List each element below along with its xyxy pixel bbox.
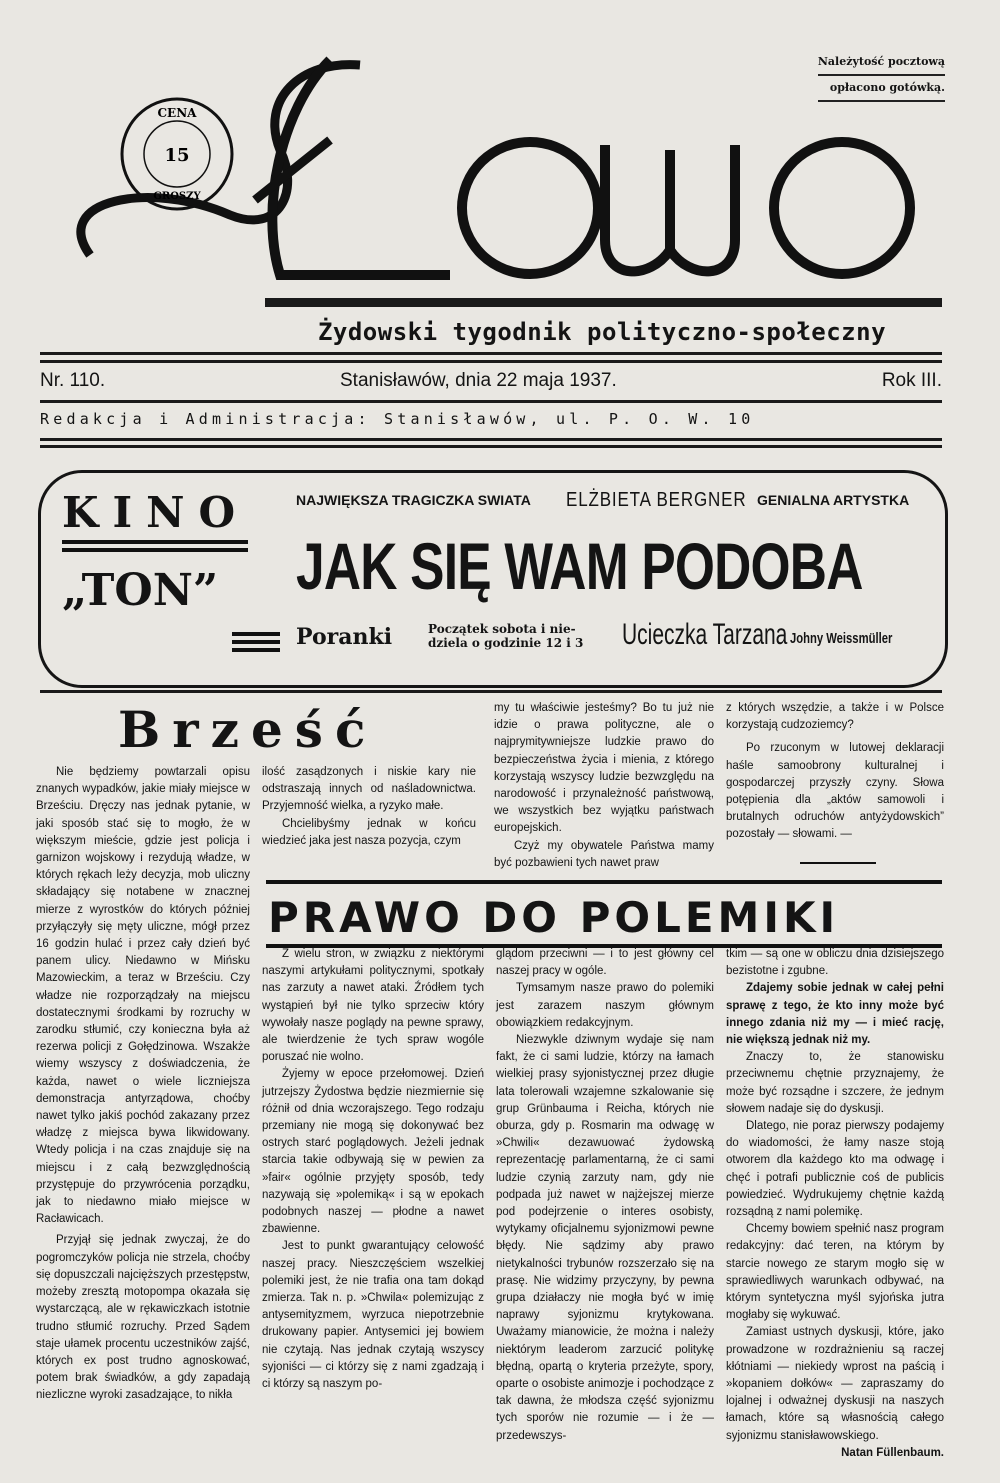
article2-col2	[496, 946, 714, 1445]
article2-col2-p3: Niezwykle dziwnym wydaje się nam fakt, że ci sami ludzie, którzy na łamach wielkiej prasy syjonistycznej przez długie lata tolerowali wzajemne szkalowanie się grup Grünbauma i Reicha, których nie oburza, gdy p. Rosmarin ma odwagę w »Chwili« dezawuować żydowską reprezentację parlamentarną, że ci sami ludzie czynią zarzuty nam, gdy nie podpada już nawet w najżejszej mierze pod podejrzenie o interes osobisty, wytykamy oficjalnemu syjonizmowi pewne błędy. Nie sądzimy aby prawo nietykalności trybunów rozszerzało się na prasę. Nie widzimy przyczyny, by pewna grupa działaczy nie mogła być w imię naprawy syjonizmu krytykowana. Uważamy mianowicie, że można i należy niektórym leaderom zarzucić politykę błędną, opartą o kryteria przeżyte, spory, oparte o osobiste animozje i pochodzące z tak dawna, że młodsza część syjonizmu tych sporów nie rozumie — i że — przedewszys-	[496, 1034, 714, 1442]
ad-cinema-name: „TON”	[62, 565, 219, 616]
ad-matinees: Poranki	[296, 624, 393, 650]
article2-col3-p1: tkim — są one w obliczu dnia dzisiejszego bezistotne i zgubne.	[726, 948, 944, 978]
ad-kino: KINO	[62, 488, 250, 537]
ad-tagline-right: GENIALNA ARTYSTKA	[757, 492, 910, 508]
article2-col3	[726, 946, 944, 1462]
editorial-address: Redakcja i Administracja: Stanisławów, ul. P. O. W. 10	[40, 410, 755, 428]
article2-col3-p2: Zdajemy sobie jednak w całej pełni sprawę z tego, że kto inny może być innego zdania niż my — i mieć rację, nie większą jednak niż my.	[726, 982, 944, 1047]
ad-second-film: Ucieczka Tarzana	[622, 618, 788, 651]
article1-col3-p1: my tu właściwie jesteśmy? Bo tu już nie idzie o prawa polityczne, ale o najprymitywniejsze ludzkie prawo do bezpieczeństwa życia i mienia, z którego korzystają wszyscy ludzie bezwzględu na narodowość i przynależność państwową, we wszystkich bez wyjątku państwach europejskich.	[494, 702, 714, 835]
issue-number: Nr. 110.	[40, 370, 106, 391]
rule	[232, 632, 280, 636]
ad-matinee-info	[428, 622, 583, 650]
ad-actress: ELŻBIETA BERGNER	[566, 489, 747, 511]
rule	[800, 862, 876, 864]
article1-col4-p1: z których wszędzie, a także i w Polsce korzystają cudzoziemcy?	[726, 702, 944, 732]
ad-film-title: JAK SIĘ WAM PODOBA	[296, 529, 863, 603]
rule	[232, 640, 280, 644]
rule	[62, 548, 248, 552]
issue-date: Stanisławów, dnia 22 maja 1937.	[340, 370, 617, 391]
rule	[40, 690, 942, 693]
rule	[40, 360, 942, 363]
article2-col3-p5: Chcemy bowiem spełnić nasz program redakcyjny: dać teren, na którym by starcie nowego ze starym mogło się w sprawiedliwych warunkach odbywać, na którym syntetyczna myśl syjońska jutra mogłaby się wykuwać.	[726, 1223, 944, 1322]
article2-signature: Natan Füllenbaum.	[841, 1446, 944, 1459]
article2-col1-p2: Żyjemy w epoce przełomowej. Dzień jutrzejszy Żydostwa będzie niezmiernie się różnił od dnia wczorajszego. Tego rodzaju przemiany nie mogą się dokonywać bez ostrych starć poglądowych. Jeżeli jednak starcia takie odbywają się w pewien za »fair« ogólnie przyjęty sposób, tedy nazywają się »polemiką« i są w epokach podobnych naszej — płodne a nawet zbawienne.	[262, 1068, 484, 1236]
article2-col1	[262, 946, 484, 1393]
article2-col2-p1: glądom przeciwni — i to jest główny cel naszej pracy w ogóle.	[496, 948, 714, 978]
article1-col1	[36, 764, 250, 1405]
article1-col3	[494, 700, 714, 872]
article1-title: Brześć	[118, 700, 378, 759]
rule	[40, 445, 942, 448]
ad-matinee-info-1: Początek sobota i nie-	[428, 622, 576, 636]
article2-title: PRAWO DO POLEMIKI	[268, 893, 840, 942]
article1-col2-p1: ilość zasądzonych i niskie kary nie odstraszają innych od naśladownictwa. Przyjemność wielka, a ryzyko małe.	[262, 766, 476, 813]
price-stamp	[118, 95, 236, 213]
issue-line	[40, 370, 942, 400]
issue-year: Rok III.	[881, 370, 942, 391]
postal-note-line1: Należytość pocztową	[818, 50, 945, 76]
ad-tagline-left: NAJWIĘKSZA TRAGICZKA SWIATA	[296, 492, 531, 508]
article1-col2	[262, 764, 476, 850]
masthead-subtitle: Żydowski tygodnik polityczno-społeczny	[317, 318, 887, 346]
rule	[266, 880, 942, 884]
rule	[40, 438, 942, 441]
article1-col4	[726, 700, 944, 844]
article1-col1-p2: Przyjął się jednak zwyczaj, że do pogromczyków policja nie strzela, choćby się dopuszczali najcięższych przestępstw, możeby zresztą motopompa okazała się wystarczącą, ale w rękawiczkach istotnie trudno stłumić rozruchy. Przed Sądem staje ułamek procentu uczestników zajść, których ex post trudno agnoskować, potem brak świadków, a gdy zapadają niezliczne wyroki zasadzające, to nikła	[36, 1234, 250, 1402]
rule	[40, 400, 942, 403]
article1-col2-p2: Chcielibyśmy jednak w końcu wiedzieć jaka jest nasza pozycja, czym	[262, 817, 476, 847]
ad-matinee-info-2: dziela o godzinie 12 i 3	[428, 636, 584, 650]
article2-col3-p3: Znaczy to, że stanowisku przeciwnemu chętnie przyznajemy, że może być rozsądne i szczere, że jednym słowem nadaje się do dyskusji.	[726, 1051, 944, 1115]
article2-col1-p1: Z wielu stron, w związku z niektórymi naszymi artykułami politycznymi, spotkały nas zarzuty a nawet ataki. Źródłem tych wystąpień był nie tylko sprzeciw który wywołały nasze poglądy na pewne sprawy, ale twierdzenie że tych spraw wogóle poruszać nie wolno.	[262, 948, 484, 1064]
stamp-bottom: GROSZY	[153, 191, 201, 202]
rule	[232, 648, 280, 652]
article1-col4-p2: Po rzuconym w lutowej deklaracji haśle samoobrony kulturalnej i gospodarczej przyszły czyny. Słowa potępienia dla „aktów samowoli i brutalnych odruchów antyżydowskich” pozostały — słowami. —	[726, 742, 944, 841]
article2-col3-p4: Dlatego, nie poraz pierwszy podajemy do wiadomości, że łamy nasze stoją otworem dla każdego kto ma odwagę i chęć i potrafi publicznie coś de publicis powiedzieć. Wydrukujemy chętnie każdą rozsądną z nami polemikę.	[726, 1120, 944, 1219]
postal-note-line2: opłacono gotówką.	[818, 76, 945, 102]
article2-col2-p2: Tymsamym nasze prawo do polemiki jest zarazem naszym głównym obowiązkiem redakcyjnym.	[496, 982, 714, 1029]
article2-col1-p3: Jest to punkt gwarantujący celowość naszej pracy. Nieszczęściem wszelkiej polemiki jest, że nie trafia ona tam dokąd zmierza. Tak n. p. »Chwila« polemizując z antysemityzmem, wyrzuca niepotrzebnie drukowany papier. Antysemici jej bowiem nie czytają. Nas jednak czytają wszyscy syjoniści — ci którzy się z nami zgadzają i ci którzy są naszym po-	[262, 1240, 484, 1391]
article2-col3-p6: Zamiast ustnych dyskusji, które, jako prowadzone w rozdrażnieniu są raczej kłótniami — niekiedy wprost na paścią i »kopaniem dołków« — zapraszamy do lojalnej i odważnej dyskusji na naszych łamach, które są własnością całego syjonizmu stanisławowskiego.	[726, 1326, 944, 1442]
stamp-top: CENA	[157, 106, 197, 120]
ad-second-actor: Johny Weissmüller	[790, 630, 893, 647]
masthead-rule	[265, 298, 942, 307]
article1-col3-p2: Czyż my obywatele Państwa mamy być pozbawieni tych nawet praw	[494, 839, 714, 869]
article1-col1-p1: Nie będziemy powtarzali opisu znanych wypadków, jakie miały miejsce w Brześciu. Dręczy nas jednak pytanie, w jaki sposób stać się to mogło, że w większym mieście, gdzie jest policja i garnizon wojskowy i rezydują władze, w których rękach leży decyzja, mob uliczny składający się notabene w znacznej mierze z wyrostków do których później przyłączyły się męty uliczne, mógł przez 16 godzin hulać i przez cały dzień być panem ulicy. Niedawno w Mińsku Mazowieckim, a teraz w Brześciu. Czy władze nie rozporządzały na miejscu dostatecznymi środkami by rozruchy w zarodku stłumić, czy konieczna była aż rezerwa policji z Gołędzinowa. Wszakże wiemy wszyscy z doświadczenia, że każda, nawet o wiele liczniejsza demonstracja antyrządowa, choćby nawet tylko jakiś pochód zakazany przez władzę z miejsca bywa likwidowany. Wtedy policja i na czas znajduje się na miejscu i z całą bezwzględnością przystępuje do przywrócenia porządku, jak to niedawno miało miejsce w Racławicach.	[36, 766, 250, 1226]
rule	[62, 540, 248, 544]
stamp-value: 15	[164, 145, 190, 166]
rule	[40, 352, 942, 355]
